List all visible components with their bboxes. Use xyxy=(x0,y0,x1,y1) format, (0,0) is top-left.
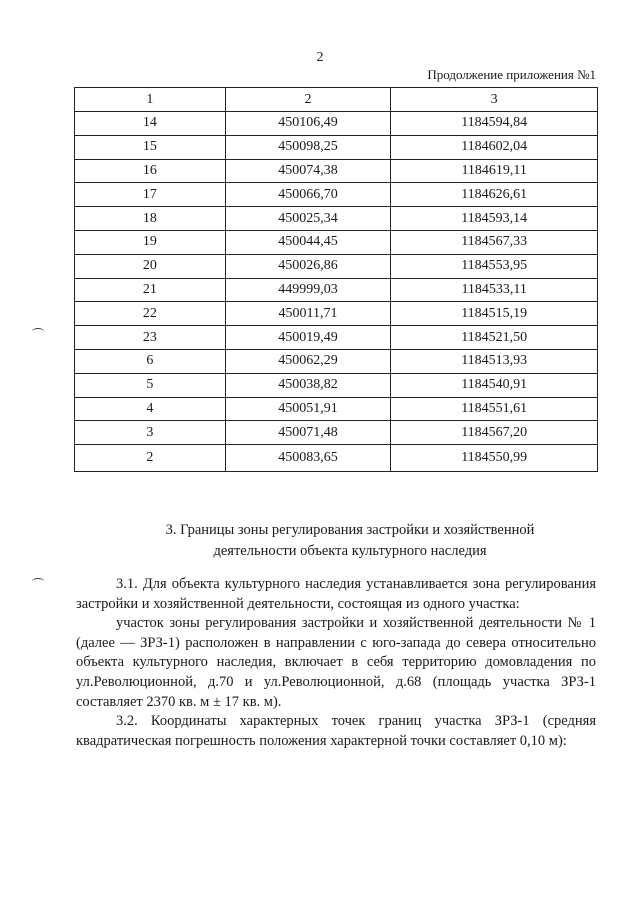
table-row xyxy=(75,183,598,207)
x-coordinate-cell: 450026,86 xyxy=(225,254,391,278)
point-number-cell: 2 xyxy=(75,445,226,472)
table-row xyxy=(75,421,598,445)
point-number-cell: 18 xyxy=(75,207,226,231)
x-coordinate-cell: 450066,70 xyxy=(225,183,391,207)
y-coordinate-cell: 1184513,93 xyxy=(391,349,598,373)
table-row xyxy=(75,112,598,136)
x-coordinate-cell: 450019,49 xyxy=(225,326,391,350)
point-number-cell: 4 xyxy=(75,397,226,421)
table-row xyxy=(75,278,598,302)
y-coordinate-cell: 1184521,50 xyxy=(391,326,598,350)
x-coordinate-cell: 450062,29 xyxy=(225,349,391,373)
paragraph: 3.2. Координаты характерных точек границ участка ЗРЗ-1 (средняя квадратическая погрешность положения характерной точки составляет 0,10 м): xyxy=(76,713,596,749)
x-coordinate-cell: 450083,65 xyxy=(225,445,391,472)
table-row xyxy=(75,326,598,350)
x-coordinate-cell: 450106,49 xyxy=(225,112,391,136)
x-coordinate-cell: 450011,71 xyxy=(225,302,391,326)
x-coordinate-cell: 449999,03 xyxy=(225,278,391,302)
table-row xyxy=(75,230,598,254)
paragraph: 3.1. Для объекта культурного наследия устанавливается зона регулирования застройки и хозяйственной деятельности, состоящая из одного участка: xyxy=(76,576,596,612)
y-coordinate-cell: 1184551,61 xyxy=(391,397,598,421)
point-number-cell: 21 xyxy=(75,278,226,302)
table-row xyxy=(75,373,598,397)
x-coordinate-cell: 450098,25 xyxy=(225,135,391,159)
column-header: 1 xyxy=(75,88,226,112)
section-title-line: 3. Границы зоны регулирования застройки и хозяйственной xyxy=(165,522,535,538)
y-coordinate-cell: 1184533,11 xyxy=(391,278,598,302)
x-coordinate-cell: 450038,82 xyxy=(225,373,391,397)
y-coordinate-cell: 1184540,91 xyxy=(391,373,598,397)
point-number-cell: 20 xyxy=(75,254,226,278)
table-row xyxy=(75,349,598,373)
y-coordinate-cell: 1184626,61 xyxy=(391,183,598,207)
column-header: 2 xyxy=(225,88,391,112)
table-row xyxy=(75,302,598,326)
y-coordinate-cell: 1184602,04 xyxy=(391,135,598,159)
table-row xyxy=(75,207,598,231)
table-row xyxy=(75,254,598,278)
x-coordinate-cell: 450074,38 xyxy=(225,159,391,183)
table-header-row xyxy=(75,88,598,112)
point-number-cell: 22 xyxy=(75,302,226,326)
y-coordinate-cell: 1184567,33 xyxy=(391,230,598,254)
table-row xyxy=(75,135,598,159)
column-header: 3 xyxy=(391,88,598,112)
table-row xyxy=(75,445,598,472)
y-coordinate-cell: 1184619,11 xyxy=(391,159,598,183)
paragraph: участок зоны регулирования застройки и хозяйственной деятельности № 1 (далее — ЗРЗ-1) расположен в направлении с юго-запада до севера относительно объекта культурного наследия, включает в себя территорию домовладения по ул.Революционной, д.70 и ул.Революционной, д.68 (площадь участка ЗРЗ-1 составляет 2370 кв. м ± 17 кв. м). xyxy=(76,615,596,710)
scan-hole-mark xyxy=(32,578,44,585)
point-number-cell: 19 xyxy=(75,230,226,254)
table-row xyxy=(75,397,598,421)
section-title xyxy=(120,520,580,562)
x-coordinate-cell: 450044,45 xyxy=(225,230,391,254)
y-coordinate-cell: 1184550,99 xyxy=(391,445,598,472)
x-coordinate-cell: 450071,48 xyxy=(225,421,391,445)
coordinates-table xyxy=(74,87,598,472)
y-coordinate-cell: 1184553,95 xyxy=(391,254,598,278)
table-row xyxy=(75,159,598,183)
x-coordinate-cell: 450051,91 xyxy=(225,397,391,421)
point-number-cell: 3 xyxy=(75,421,226,445)
continuation-label: Продолжение приложения №1 xyxy=(427,67,596,82)
section-title-line: деятельности объекта культурного наследия xyxy=(213,543,487,559)
x-coordinate-cell: 450025,34 xyxy=(225,207,391,231)
y-coordinate-cell: 1184567,20 xyxy=(391,421,598,445)
point-number-cell: 6 xyxy=(75,349,226,373)
y-coordinate-cell: 1184515,19 xyxy=(391,302,598,326)
y-coordinate-cell: 1184593,14 xyxy=(391,207,598,231)
point-number-cell: 5 xyxy=(75,373,226,397)
point-number-cell: 15 xyxy=(75,135,226,159)
point-number-cell: 16 xyxy=(75,159,226,183)
point-number-cell: 14 xyxy=(75,112,226,136)
point-number-cell: 17 xyxy=(75,183,226,207)
page-number: 2 xyxy=(316,50,324,65)
section-body xyxy=(76,575,596,751)
y-coordinate-cell: 1184594,84 xyxy=(391,112,598,136)
scan-hole-mark xyxy=(32,328,44,335)
point-number-cell: 23 xyxy=(75,326,226,350)
